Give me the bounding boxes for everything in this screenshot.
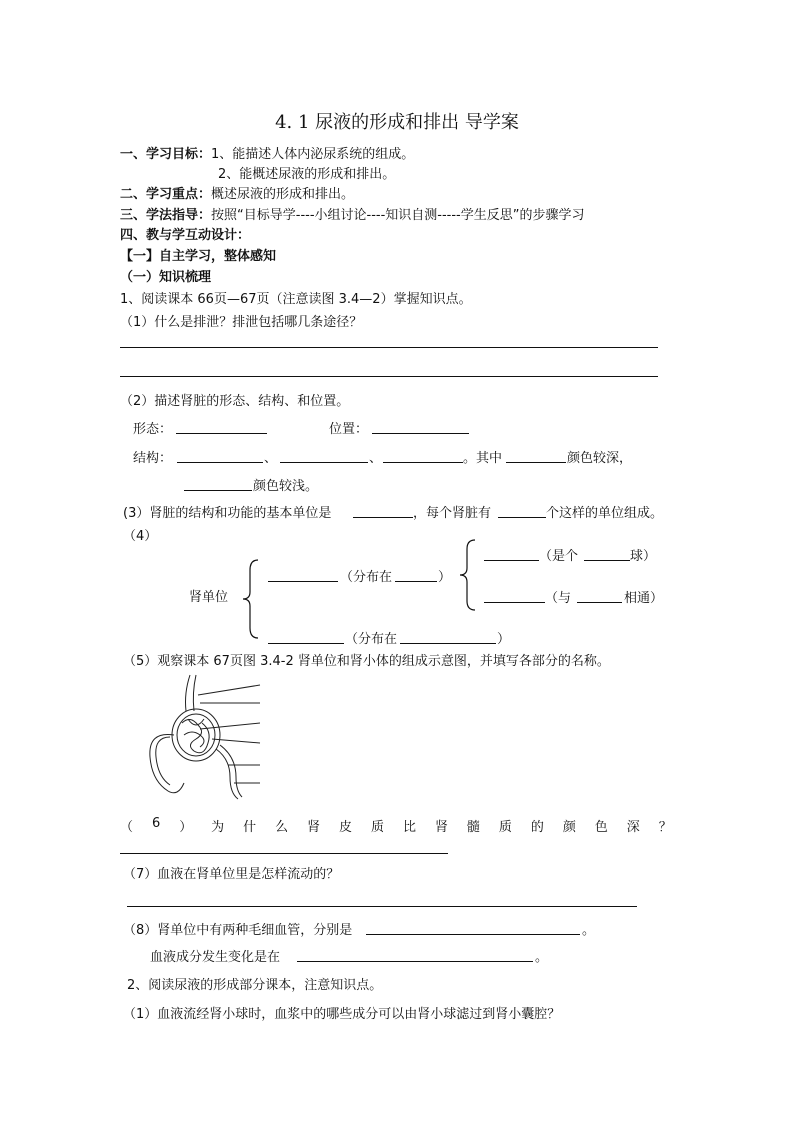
q6-char: 比	[402, 820, 416, 835]
question-3-mid: ，每个肾脏有	[413, 506, 492, 521]
distribution-label: （分布在	[340, 570, 393, 585]
among-label: 。其中	[463, 451, 503, 466]
renal-corpuscle-blank[interactable]	[268, 581, 338, 582]
item-2-question-1: （1）血液流经肾小球时，血浆中的哪些成分可以由肾小球滤过到肾小囊腔？	[123, 1007, 561, 1022]
answer-line[interactable]	[120, 347, 658, 348]
section-4-label: 四、教与学互动设计：	[120, 228, 251, 243]
learning-goals	[120, 143, 414, 162]
section-label: 二、学习重点：	[120, 187, 212, 202]
q6-char: 什	[243, 820, 257, 835]
distribution-close: ）	[497, 632, 511, 647]
question-5: （5）观察课本 67页图 3.4-2 肾单位和肾小体的组成示意图，并填写各部分的名称。	[123, 654, 610, 669]
tubule-location-blank[interactable]	[400, 643, 496, 644]
capsule-blank[interactable]	[484, 602, 545, 603]
key-points-text: 概述尿液的形成和排出。	[211, 187, 355, 202]
q6-char: 髓	[466, 820, 480, 835]
question-6	[120, 816, 672, 835]
q6-char: 色	[594, 820, 608, 835]
q6-char: ？	[658, 820, 672, 835]
separator: 、	[264, 451, 278, 466]
method-guide-text: 按照“目标导学----小组讨论----知识自测-----学生反思”的步骤学习	[211, 208, 585, 223]
section-label: 三、学法指导：	[120, 208, 212, 223]
ball-type-blank[interactable]	[584, 560, 630, 561]
part-1-heading: 【一】自主学习，整体感知	[120, 249, 277, 264]
item-2: 2、阅读尿液的形成部分课本，注意知识点。	[127, 978, 383, 993]
q6-char: 肾	[307, 820, 321, 835]
shape-label: 形态：	[133, 422, 173, 437]
connected-to-blank[interactable]	[577, 602, 622, 603]
q6-char: ）	[179, 820, 193, 835]
section-label: 一、学习目标：	[120, 147, 212, 162]
structure-blank-3[interactable]	[383, 462, 463, 463]
item-1: 1、阅读课本 66页—67页（注意读图 3.4—2）掌握知识点。	[120, 292, 472, 307]
tubule-blank[interactable]	[268, 643, 344, 644]
question-8-part-2: 血液成分发生变化是在	[150, 950, 281, 965]
question-1: （1）什么是排泄？排泄包括哪几条途径？	[120, 315, 363, 330]
page-title: 4. 1 尿液的形成和排出 导学案	[275, 112, 519, 133]
question-2: （2）描述肾脏的形态、结构、和位置。	[120, 394, 350, 409]
deep-color-label: 颜色较深，	[567, 451, 633, 466]
question-8-end: 。	[582, 923, 596, 938]
nephron-diagram-icon	[138, 673, 262, 803]
question-3-start: (3）肾脏的结构和功能的基本单位是	[123, 506, 332, 521]
light-color-blank[interactable]	[184, 490, 252, 491]
q6-char: 皮	[339, 820, 353, 835]
ball-label: 球）	[630, 549, 657, 564]
subsection-heading: （一）知识梳理	[120, 270, 212, 285]
q6-char: 6	[151, 816, 161, 831]
distribution-close: ）	[438, 570, 452, 585]
distribution-label: （分布在	[345, 632, 398, 647]
light-color-label: 颜色较浅。	[253, 479, 319, 494]
question-8-start: （8）肾单位中有两种毛细血管，分别是	[123, 923, 353, 938]
basic-unit-blank[interactable]	[353, 517, 413, 518]
q6-char: （	[120, 820, 134, 835]
q6-char: 肾	[434, 820, 448, 835]
left-brace-icon	[240, 558, 260, 640]
q6-char: 质	[498, 820, 512, 835]
q6-char: 的	[530, 820, 544, 835]
glomerulus-blank[interactable]	[484, 560, 539, 561]
shape-blank[interactable]	[176, 433, 267, 434]
position-label: 位置：	[329, 422, 369, 437]
method-guide	[120, 204, 584, 223]
answer-line[interactable]	[120, 853, 448, 854]
structure-label: 结构：	[133, 451, 173, 466]
with-label: （与	[545, 591, 572, 606]
unit-count-blank[interactable]	[498, 517, 546, 518]
capillary-blank[interactable]	[366, 934, 580, 935]
blood-change-blank[interactable]	[297, 961, 533, 962]
question-8-part-2-end: 。	[535, 950, 549, 965]
q6-char: 深	[626, 820, 640, 835]
q6-char: 为	[211, 820, 225, 835]
q6-char: 质	[371, 820, 385, 835]
question-7: （7）血液在肾单位里是怎样流动的？	[123, 867, 340, 882]
q6-char: 颜	[562, 820, 576, 835]
corpuscle-location-blank[interactable]	[395, 581, 437, 582]
q6-char: 么	[275, 820, 289, 835]
goal-1: 1、能描述人体内泌尿系统的组成。	[211, 147, 415, 162]
separator: 、	[369, 451, 383, 466]
position-blank[interactable]	[372, 433, 469, 434]
is-a-label: （是个	[539, 549, 579, 564]
question-3-end: 个这样的单位组成。	[546, 506, 664, 521]
right-brace-icon	[457, 538, 477, 612]
structure-blank-1[interactable]	[177, 462, 263, 463]
structure-blank-2[interactable]	[280, 462, 368, 463]
answer-line[interactable]	[127, 906, 637, 907]
connected-label: 相通）	[624, 591, 664, 606]
deep-color-blank[interactable]	[506, 462, 566, 463]
goal-2: 2、能概述尿液的形成和排出。	[218, 167, 396, 182]
key-points	[120, 183, 354, 202]
nephron-label: 肾单位	[189, 590, 229, 605]
question-4: （4）	[123, 529, 158, 544]
answer-line[interactable]	[120, 376, 658, 377]
